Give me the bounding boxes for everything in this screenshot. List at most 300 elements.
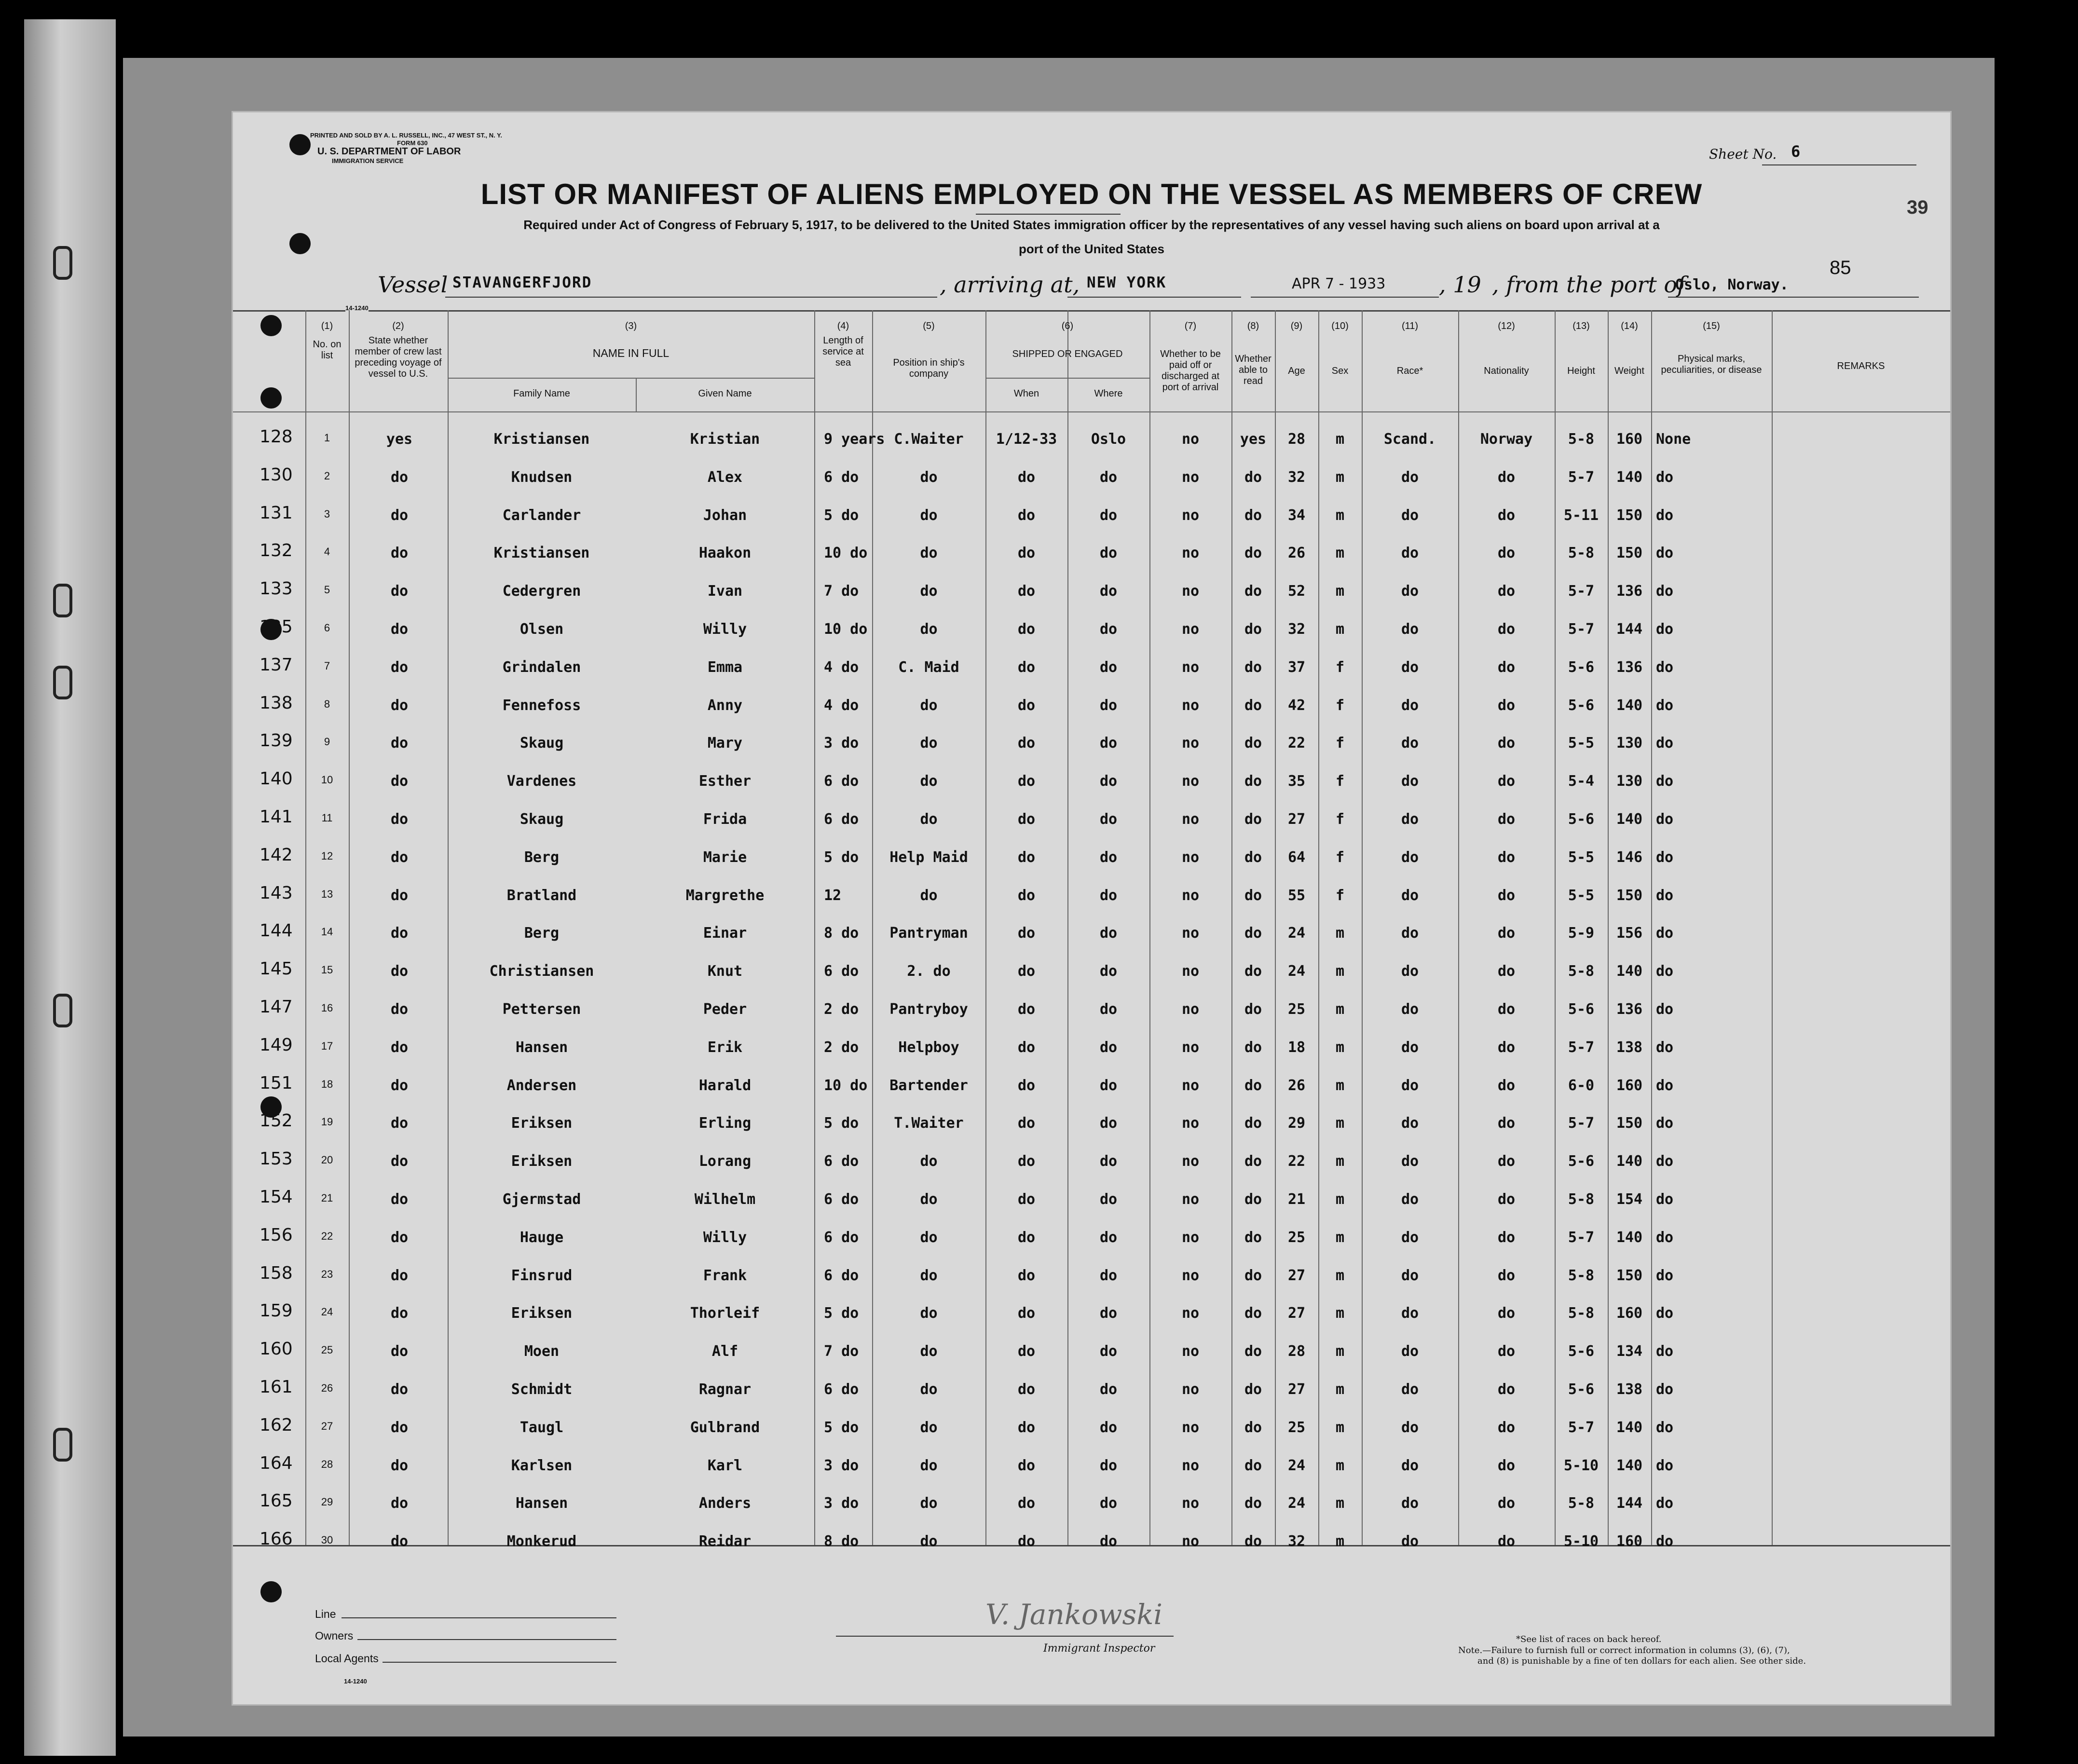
manifest-subtitle-line2: port of the United States bbox=[1019, 242, 1164, 256]
cell-race: do bbox=[1401, 1191, 1419, 1208]
cell-n: 16 bbox=[321, 1002, 333, 1014]
cell-family: Hansen bbox=[515, 1495, 568, 1512]
margin-manifest-number: 142 bbox=[260, 845, 293, 865]
remarks-header: REMARKS bbox=[1837, 361, 1885, 371]
cell-family: Karlsen bbox=[511, 1457, 573, 1474]
cell-marks: do bbox=[1656, 1343, 1674, 1360]
vessel-label: Vessel bbox=[378, 272, 448, 298]
cell-paid: no bbox=[1181, 1457, 1200, 1474]
arriving-label: , arriving at, bbox=[940, 272, 1080, 298]
cell-given: Thorleif bbox=[690, 1305, 760, 1322]
cell-where: do bbox=[1099, 1001, 1118, 1018]
cell-n: 3 bbox=[324, 508, 330, 520]
cell-where: do bbox=[1099, 1533, 1118, 1550]
cell-height: 5-7 bbox=[1568, 469, 1595, 486]
cell-given: Lorang bbox=[698, 1153, 752, 1170]
cell-sex: f bbox=[1335, 697, 1345, 714]
cell-given: Margrethe bbox=[685, 887, 765, 904]
cell-race: do bbox=[1401, 1267, 1419, 1284]
cell-crew: do bbox=[390, 1153, 409, 1170]
inspector-label: Immigrant Inspector bbox=[1043, 1642, 1155, 1655]
cell-sex: m bbox=[1335, 583, 1345, 600]
punch-hole bbox=[260, 387, 282, 409]
col2-number: (2) bbox=[392, 321, 404, 331]
date-underline bbox=[1251, 297, 1439, 298]
cell-read: do bbox=[1244, 545, 1262, 561]
cell-race: do bbox=[1401, 1381, 1419, 1398]
cell-sex: m bbox=[1335, 1495, 1345, 1512]
cell-paid: no bbox=[1181, 849, 1200, 866]
cell-height: 5-8 bbox=[1568, 1191, 1595, 1208]
cell-nat: do bbox=[1497, 1267, 1516, 1284]
cell-sex: m bbox=[1335, 1077, 1345, 1094]
margin-manifest-number: 156 bbox=[260, 1225, 293, 1245]
cell-weight: 140 bbox=[1616, 469, 1643, 486]
cell-family: Pettersen bbox=[502, 1001, 581, 1018]
cell-marks: do bbox=[1656, 773, 1674, 790]
cell-race: do bbox=[1401, 621, 1419, 638]
margin-manifest-number: 162 bbox=[260, 1415, 293, 1435]
cell-given: Reidar bbox=[698, 1533, 752, 1550]
cell-sex: m bbox=[1335, 1001, 1345, 1018]
cell-read: do bbox=[1244, 1495, 1262, 1512]
cell-age: 25 bbox=[1287, 1001, 1306, 1018]
cell-service: 6 do bbox=[824, 1381, 859, 1398]
line-label: Line bbox=[315, 1608, 336, 1620]
margin-manifest-number: 131 bbox=[260, 503, 293, 523]
cell-paid: no bbox=[1181, 925, 1200, 942]
cell-age: 27 bbox=[1287, 1381, 1306, 1398]
cell-read: do bbox=[1244, 1343, 1262, 1360]
cell-crew: do bbox=[390, 1039, 409, 1056]
col3-given-header: Given Name bbox=[698, 388, 752, 399]
margin-manifest-number: 143 bbox=[260, 883, 293, 903]
cell-service: 5 do bbox=[824, 849, 859, 866]
cell-read: do bbox=[1244, 1229, 1262, 1246]
cell-weight: 140 bbox=[1616, 963, 1643, 980]
cell-service: 6 do bbox=[824, 811, 859, 828]
cell-crew: do bbox=[390, 773, 409, 790]
inspector-signature: V. Jankowski bbox=[985, 1598, 1162, 1631]
margin-manifest-number: 141 bbox=[260, 807, 293, 827]
col11-number: (11) bbox=[1401, 321, 1419, 331]
cell-age: 52 bbox=[1287, 583, 1306, 600]
arrival-port: NEW YORK bbox=[1087, 274, 1167, 291]
local-agents-label: Local Agents bbox=[315, 1652, 379, 1665]
cell-age: 28 bbox=[1287, 1343, 1306, 1360]
margin-manifest-number: 164 bbox=[260, 1453, 293, 1473]
cell-sex: m bbox=[1335, 545, 1345, 561]
cell-marks: do bbox=[1656, 1115, 1674, 1132]
margin-manifest-number: 166 bbox=[260, 1529, 293, 1549]
sheet-label: Sheet No. bbox=[1709, 146, 1777, 162]
manifest-title: LIST OR MANIFEST OF ALIENS EMPLOYED ON THE VESSEL AS MEMBERS OF CREW bbox=[480, 178, 1703, 210]
col6-number: (6) bbox=[1061, 321, 1074, 331]
cell-height: 5-11 bbox=[1563, 507, 1599, 524]
col3-header: NAME IN FULL bbox=[592, 347, 670, 359]
cell-service: 6 do bbox=[824, 773, 859, 790]
cell-race: do bbox=[1401, 1153, 1419, 1170]
cell-sex: m bbox=[1335, 1305, 1345, 1322]
cell-position: C. Maid bbox=[898, 659, 959, 676]
margin-manifest-number: 128 bbox=[260, 427, 293, 447]
cell-n: 30 bbox=[321, 1534, 333, 1546]
cell-given: Kristian bbox=[690, 431, 760, 448]
cell-nat: do bbox=[1497, 1039, 1516, 1056]
cell-when: do bbox=[1017, 1267, 1036, 1284]
cell-where: do bbox=[1099, 1229, 1118, 1246]
cell-marks: do bbox=[1656, 621, 1674, 638]
margin-manifest-number: 149 bbox=[260, 1035, 293, 1055]
cell-where: do bbox=[1099, 1381, 1118, 1398]
printer-line: PRINTED AND SOLD BY A. L. RUSSELL, INC., 47 WEST ST., N. Y. bbox=[310, 132, 502, 139]
cell-family: Hansen bbox=[515, 1039, 568, 1056]
cell-when: do bbox=[1017, 1343, 1036, 1360]
cell-paid: no bbox=[1181, 659, 1200, 676]
cell-position: Pantryman bbox=[889, 925, 968, 942]
cell-read: do bbox=[1244, 697, 1262, 714]
cell-height: 5-8 bbox=[1568, 1495, 1595, 1512]
cell-marks: do bbox=[1656, 963, 1674, 980]
cell-service: 4 do bbox=[824, 697, 859, 714]
cell-when: do bbox=[1017, 1229, 1036, 1246]
cell-race: do bbox=[1401, 1115, 1419, 1132]
cell-given: Ragnar bbox=[698, 1381, 752, 1398]
margin-manifest-number: 145 bbox=[260, 959, 293, 979]
margin-manifest-number: 151 bbox=[260, 1073, 293, 1093]
cell-age: 25 bbox=[1287, 1229, 1306, 1246]
cell-position: do bbox=[920, 469, 938, 486]
cell-marks: do bbox=[1656, 469, 1674, 486]
cell-family: Schmidt bbox=[511, 1381, 573, 1398]
cell-weight: 160 bbox=[1616, 1077, 1643, 1094]
cell-race: do bbox=[1401, 773, 1419, 790]
cell-n: 18 bbox=[321, 1078, 333, 1090]
cell-age: 35 bbox=[1287, 773, 1306, 790]
cell-when: do bbox=[1017, 1001, 1036, 1018]
cell-marks: do bbox=[1656, 1381, 1674, 1398]
margin-manifest-number: 144 bbox=[260, 921, 293, 941]
cell-position: do bbox=[920, 1495, 938, 1512]
cell-family: Finsrud bbox=[511, 1267, 573, 1284]
cell-paid: no bbox=[1181, 1039, 1200, 1056]
cell-position: do bbox=[920, 1533, 938, 1550]
cell-sex: m bbox=[1335, 1343, 1345, 1360]
col1-number: (1) bbox=[321, 321, 333, 331]
cell-where: do bbox=[1099, 1039, 1118, 1056]
cell-n: 29 bbox=[321, 1496, 333, 1508]
cell-position: Helpboy bbox=[898, 1039, 959, 1056]
cell-crew: do bbox=[390, 735, 409, 752]
cell-when: do bbox=[1017, 1381, 1036, 1398]
cell-family: Eriksen bbox=[511, 1305, 573, 1322]
cell-marks: do bbox=[1656, 1495, 1674, 1512]
cell-weight: 140 bbox=[1616, 1419, 1643, 1436]
cell-service: 5 do bbox=[824, 1305, 859, 1322]
cell-marks: do bbox=[1656, 1153, 1674, 1170]
cell-race: do bbox=[1401, 1533, 1419, 1550]
col3-family-header: Family Name bbox=[513, 388, 570, 399]
cell-n: 9 bbox=[324, 736, 330, 748]
cell-height: 5-7 bbox=[1568, 1115, 1595, 1132]
cell-sex: m bbox=[1335, 1267, 1345, 1284]
cell-when: do bbox=[1017, 1115, 1036, 1132]
table-top-rule bbox=[233, 310, 1950, 312]
cell-family: Christiansen bbox=[489, 963, 594, 980]
cell-age: 22 bbox=[1287, 1153, 1306, 1170]
cell-n: 23 bbox=[321, 1268, 333, 1280]
cell-nat: do bbox=[1497, 849, 1516, 866]
cell-position: do bbox=[920, 1457, 938, 1474]
cell-read: do bbox=[1244, 887, 1262, 904]
cell-marks: do bbox=[1656, 1039, 1674, 1056]
cell-service: 7 do bbox=[824, 1343, 859, 1360]
cell-marks: do bbox=[1656, 1457, 1674, 1474]
column-rule bbox=[305, 310, 306, 1545]
year-label: , 19 bbox=[1439, 272, 1481, 298]
cell-age: 27 bbox=[1287, 1267, 1306, 1284]
cell-height: 5-5 bbox=[1568, 849, 1595, 866]
cell-crew: do bbox=[390, 1457, 409, 1474]
cell-race: do bbox=[1401, 659, 1419, 676]
col6-header: SHIPPED OR ENGAGED bbox=[1012, 349, 1123, 359]
cell-service: 10 do bbox=[824, 545, 868, 561]
races-note: *See list of races on back hereof. bbox=[1516, 1634, 1662, 1644]
cell-when: do bbox=[1017, 925, 1036, 942]
cell-where: do bbox=[1099, 735, 1118, 752]
cell-given: Alf bbox=[711, 1343, 738, 1360]
cell-nat: do bbox=[1497, 545, 1516, 561]
owners-underline bbox=[357, 1639, 616, 1640]
cell-given: Haakon bbox=[698, 545, 752, 561]
cell-where: do bbox=[1099, 1343, 1118, 1360]
cell-crew: do bbox=[390, 887, 409, 904]
cell-given: Einar bbox=[703, 925, 747, 942]
cell-where: do bbox=[1099, 1115, 1118, 1132]
cell-read: do bbox=[1244, 849, 1262, 866]
cell-age: 26 bbox=[1287, 1077, 1306, 1094]
cell-weight: 130 bbox=[1616, 735, 1643, 752]
cell-n: 20 bbox=[321, 1154, 333, 1166]
page-number: 85 bbox=[1830, 257, 1851, 278]
cell-nat: do bbox=[1497, 1305, 1516, 1322]
cell-sex: f bbox=[1335, 659, 1345, 676]
col11-header: Race* bbox=[1396, 366, 1423, 376]
cell-where: do bbox=[1099, 1267, 1118, 1284]
cell-service: 6 do bbox=[824, 1191, 859, 1208]
cell-paid: no bbox=[1181, 469, 1200, 486]
cell-when: do bbox=[1017, 1533, 1036, 1550]
margin-manifest-number: 153 bbox=[260, 1149, 293, 1169]
cell-read: do bbox=[1244, 773, 1262, 790]
cell-sex: m bbox=[1335, 1115, 1345, 1132]
cell-given: Willy bbox=[703, 621, 747, 638]
punch-hole bbox=[260, 1581, 282, 1602]
cell-age: 18 bbox=[1287, 1039, 1306, 1056]
cell-family: Kristiansen bbox=[493, 431, 590, 448]
cell-height: 5-7 bbox=[1568, 1229, 1595, 1246]
form-number: FORM 630 bbox=[397, 139, 428, 147]
cell-marks: do bbox=[1656, 1533, 1674, 1550]
cell-paid: no bbox=[1181, 1381, 1200, 1398]
cell-marks: do bbox=[1656, 583, 1674, 600]
cell-family: Olsen bbox=[520, 621, 564, 638]
col14-header: Weight bbox=[1614, 366, 1644, 376]
column-rule bbox=[349, 310, 350, 1545]
cell-when: 1/12-33 bbox=[996, 431, 1057, 448]
cell-position: do bbox=[920, 1153, 938, 1170]
cell-where: do bbox=[1099, 621, 1118, 638]
cell-where: do bbox=[1099, 811, 1118, 828]
margin-manifest-number: 139 bbox=[260, 731, 293, 751]
col12-header: Nationality bbox=[1484, 366, 1529, 376]
cell-nat: do bbox=[1497, 811, 1516, 828]
port-underline bbox=[1067, 297, 1241, 298]
cell-family: Gjermstad bbox=[502, 1191, 581, 1208]
cell-service: 6 do bbox=[824, 1153, 859, 1170]
cell-sex: f bbox=[1335, 773, 1345, 790]
cell-weight: 140 bbox=[1616, 697, 1643, 714]
agents-underline bbox=[383, 1662, 616, 1663]
cell-read: do bbox=[1244, 1305, 1262, 1322]
cell-family: Bratland bbox=[506, 887, 577, 904]
cell-paid: no bbox=[1181, 735, 1200, 752]
cell-service: 4 do bbox=[824, 659, 859, 676]
corner-number: 39 bbox=[1907, 197, 1928, 218]
cell-when: do bbox=[1017, 773, 1036, 790]
binder-strip bbox=[24, 19, 116, 1756]
cell-race: do bbox=[1401, 507, 1419, 524]
cell-nat: do bbox=[1497, 1001, 1516, 1018]
cell-when: do bbox=[1017, 583, 1036, 600]
col12-number: (12) bbox=[1498, 321, 1515, 331]
cell-crew: do bbox=[390, 469, 409, 486]
binder-hole bbox=[53, 246, 72, 280]
cell-crew: do bbox=[390, 1305, 409, 1322]
cell-sex: m bbox=[1335, 1191, 1345, 1208]
cell-paid: no bbox=[1181, 1153, 1200, 1170]
cell-paid: no bbox=[1181, 1533, 1200, 1550]
cell-read: do bbox=[1244, 1115, 1262, 1132]
line-underline bbox=[342, 1617, 616, 1618]
cell-family: Taugl bbox=[520, 1419, 564, 1436]
cell-nat: do bbox=[1497, 659, 1516, 676]
cell-sex: m bbox=[1335, 1419, 1345, 1436]
cell-age: 24 bbox=[1287, 1495, 1306, 1512]
cell-marks: do bbox=[1656, 1001, 1674, 1018]
margin-manifest-number: 133 bbox=[260, 579, 293, 599]
cell-weight: 154 bbox=[1616, 1191, 1643, 1208]
cell-service: 6 do bbox=[824, 469, 859, 486]
cell-position: do bbox=[920, 1267, 938, 1284]
cell-paid: no bbox=[1181, 431, 1200, 448]
cell-marks: do bbox=[1656, 1305, 1674, 1322]
cell-read: do bbox=[1244, 1039, 1262, 1056]
sheet-underline bbox=[1762, 164, 1916, 165]
cell-read: do bbox=[1244, 1001, 1262, 1018]
cell-service: 8 do bbox=[824, 1533, 859, 1550]
cell-read: do bbox=[1244, 1457, 1262, 1474]
cell-crew: do bbox=[390, 849, 409, 866]
cell-when: do bbox=[1017, 1077, 1036, 1094]
cell-race: do bbox=[1401, 697, 1419, 714]
cell-when: do bbox=[1017, 1419, 1036, 1436]
cell-height: 5-6 bbox=[1568, 659, 1595, 676]
cell-family: Eriksen bbox=[511, 1115, 573, 1132]
col4-number: (4) bbox=[837, 321, 849, 331]
cell-age: 29 bbox=[1287, 1115, 1306, 1132]
cell-nat: do bbox=[1497, 1077, 1516, 1094]
binder-hole bbox=[53, 1428, 72, 1462]
cell-race: do bbox=[1401, 849, 1419, 866]
cell-sex: m bbox=[1335, 1039, 1345, 1056]
manifest-page bbox=[232, 111, 1952, 1706]
cell-height: 5-8 bbox=[1568, 545, 1595, 561]
cell-paid: no bbox=[1181, 963, 1200, 980]
cell-service: 8 do bbox=[824, 925, 859, 942]
cell-marks: do bbox=[1656, 507, 1674, 524]
cell-where: Oslo bbox=[1091, 431, 1126, 448]
cell-where: do bbox=[1099, 1305, 1118, 1322]
cell-read: do bbox=[1244, 1267, 1262, 1284]
cell-paid: no bbox=[1181, 545, 1200, 561]
cell-race: do bbox=[1401, 1001, 1419, 1018]
cell-read: do bbox=[1244, 1191, 1262, 1208]
cell-n: 6 bbox=[324, 622, 330, 634]
cell-where: do bbox=[1099, 1153, 1118, 1170]
cell-height: 5-7 bbox=[1568, 621, 1595, 638]
cell-weight: 140 bbox=[1616, 1229, 1643, 1246]
cell-when: do bbox=[1017, 1305, 1036, 1322]
cell-service: 10 do bbox=[824, 621, 868, 638]
cell-when: do bbox=[1017, 1191, 1036, 1208]
cell-paid: no bbox=[1181, 773, 1200, 790]
punch-hole bbox=[289, 134, 311, 155]
cell-paid: no bbox=[1181, 1001, 1200, 1018]
margin-manifest-number: 135 bbox=[260, 617, 293, 637]
cell-n: 12 bbox=[321, 850, 333, 862]
cell-given: Emma bbox=[707, 659, 743, 676]
cell-height: 5-6 bbox=[1568, 1381, 1595, 1398]
cell-position: do bbox=[920, 1381, 938, 1398]
cell-n: 15 bbox=[321, 964, 333, 976]
cell-crew: do bbox=[390, 545, 409, 561]
cell-when: do bbox=[1017, 1495, 1036, 1512]
cell-n: 14 bbox=[321, 926, 333, 938]
cell-paid: no bbox=[1181, 621, 1200, 638]
cell-race: do bbox=[1401, 1343, 1419, 1360]
cell-where: do bbox=[1099, 1419, 1118, 1436]
col6-subrule bbox=[985, 378, 1149, 379]
cell-nat: do bbox=[1497, 583, 1516, 600]
cell-crew: do bbox=[390, 1077, 409, 1094]
cell-n: 25 bbox=[321, 1344, 333, 1356]
col3-number: (3) bbox=[625, 321, 637, 331]
margin-manifest-number: 147 bbox=[260, 997, 293, 1017]
cell-where: do bbox=[1099, 887, 1118, 904]
cell-given: Erik bbox=[707, 1039, 743, 1056]
department-label: U. S. DEPARTMENT OF LABOR bbox=[317, 146, 461, 157]
cell-age: 32 bbox=[1287, 1533, 1306, 1550]
cell-n: 21 bbox=[321, 1192, 333, 1204]
cell-service: 6 do bbox=[824, 963, 859, 980]
manifest-subtitle: Required under Act of Congress of February 5, 1917, to be delivered to the United States immigration officer by the representatives of any vessel having such aliens on board upon arrival at a bbox=[523, 218, 1660, 232]
cell-age: 55 bbox=[1287, 887, 1306, 904]
cell-position: do bbox=[920, 583, 938, 600]
cell-position: Help Maid bbox=[889, 849, 968, 866]
cell-where: do bbox=[1099, 1191, 1118, 1208]
cell-nat: do bbox=[1497, 887, 1516, 904]
